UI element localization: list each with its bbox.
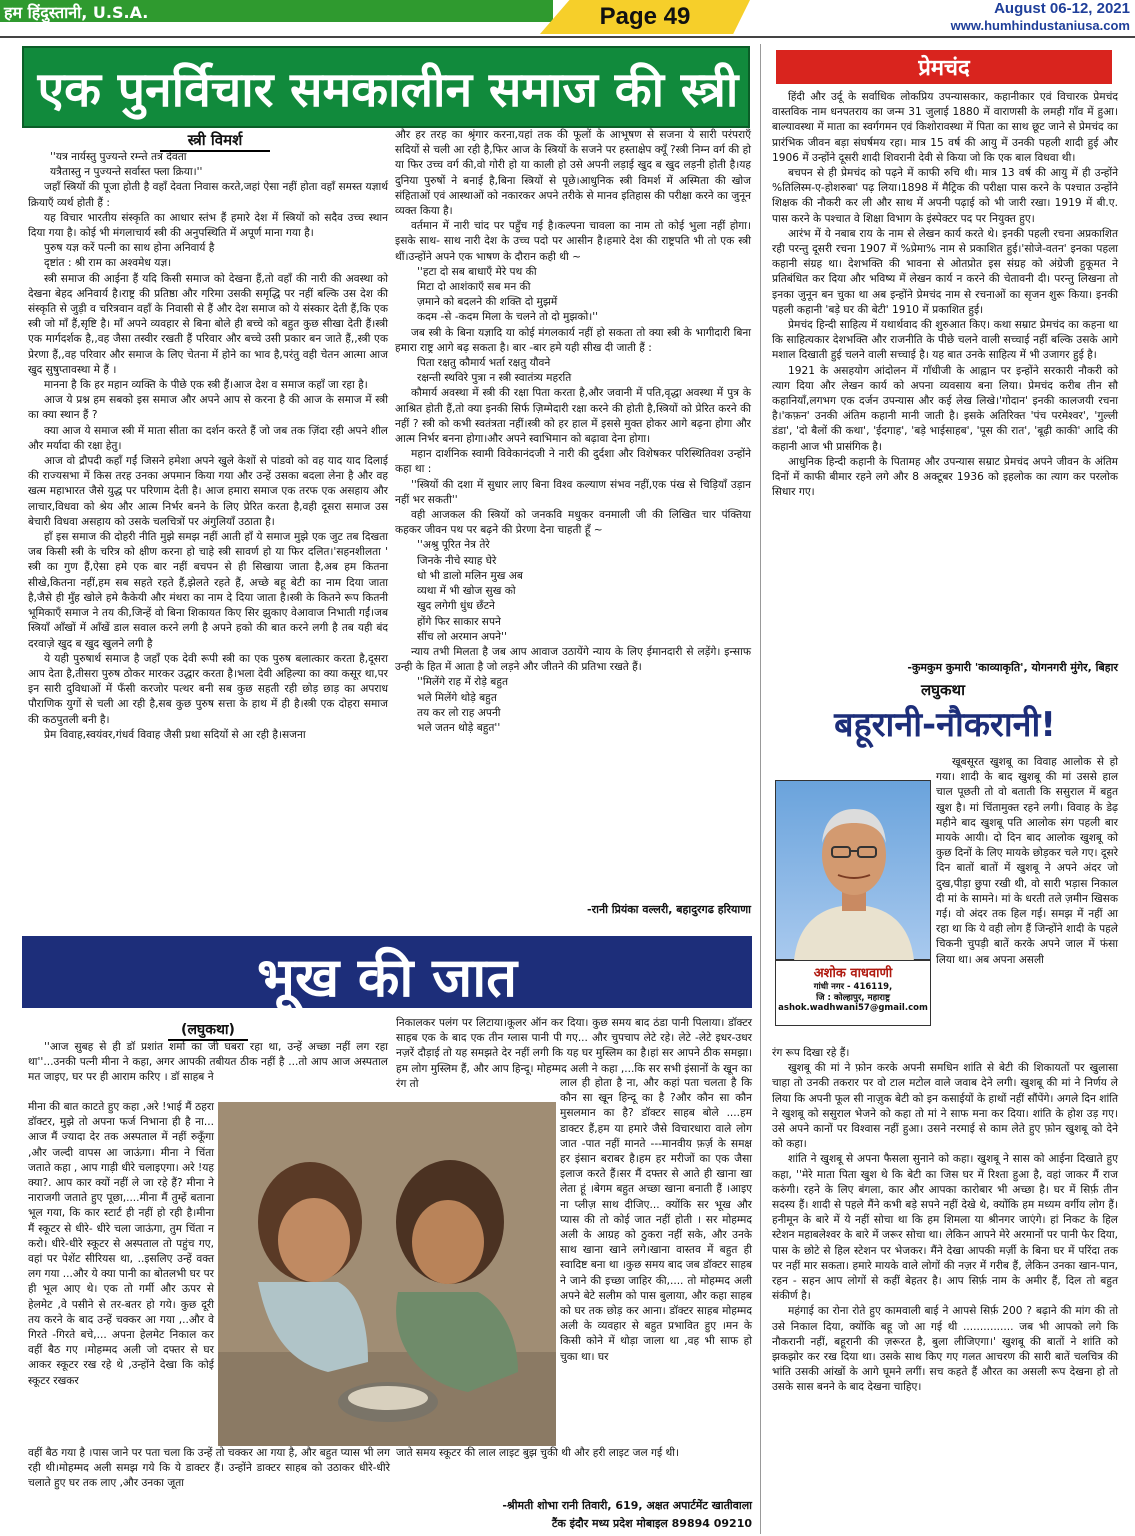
verse-line: यत्रैतास्तु न पुज्यन्ते सर्वास्त फ्ला क्रिया।'' bbox=[50, 166, 203, 179]
paragraph: वही आजकल की स्त्रियों को जनकवि मधुकर वनमाली जी की लिखित चार पंक्तिया कहकर जीवन पथ पर बढ़ने की प्रेरणा देना चाहती हूँ ~ bbox=[395, 509, 751, 537]
verse-line: ''हटा दो सब बाधाएँ मेरे पथ की bbox=[417, 265, 537, 278]
verse-line: जिनके नीचे स्याह घेरे bbox=[417, 554, 497, 567]
article1-subhead: स्त्री विमर्श bbox=[160, 130, 270, 152]
laghukatha-intro-paragraph: खूबसूरत खुशबू का विवाह आलोक से हो गया। शादी के बाद खुशबू की मां उससे हाल चाल पूछती तो वो बताती कि ससुराल में बहुत खुश है। मां चिंतामुक्त रहने लगी। विवाह के डेढ़ महीने बाद खुशबू पति आलोक संग पहली बार मायके आयी। दो दिन बाद आलोक खुशबू को कुछ दिनों के लिए मायके छोड़कर चले गए। दूसरे दिन बातों बातों में खुशबू ने अपने अंदर जो दुख,पीड़ा छुपा रखी थी, वो सारी भड़ास निकाल दी मां के सामने। मां के धरती तले ज़मीन खिसक गई। वो अंदर तक हिल गई। समझ में नहीं आ रहा था कि ये वही लोग हैं जिन्होंने शादी के पहले चिकनी चुपड़ी बातें करके अपने जाल में फंसा लिया था। अब अपना असली bbox=[936, 756, 1118, 966]
article2-column1-wrap bbox=[28, 1100, 214, 1440]
verse-line: धो भी डालो मलिन मुख अब bbox=[417, 569, 523, 582]
paragraph: पुरुष यज्ञ करें पत्नी का साथ होना अनिवार्य है bbox=[44, 242, 215, 255]
article2-paragraph: जाते समय स्कूटर की लाल लाइट बुझ चुकी थी और हरी लाइट जल गई थी। bbox=[396, 1447, 680, 1459]
author-card bbox=[775, 960, 931, 1026]
publication-name: हम हिंदुस्तानी, U.S.A. bbox=[4, 3, 149, 22]
article1-banner bbox=[22, 46, 750, 128]
paragraph: दृष्टांत : श्री राम का अश्वमेध यज्ञ। bbox=[44, 257, 172, 270]
verse-line: खुद लगेगी धुंध छँटने bbox=[417, 600, 495, 613]
article2-bottom-left bbox=[28, 1446, 390, 1492]
paragraph: आरंभ में ये नबाब राय के नाम से लेखन कार्य करते थे। इनकी पहली रचना अप्रकाशित रही परन्तु दूसरी रचना 1907 में %प्रेमा% नाम से प्रकाशित हुई।'सोजे-वतन' इनका पहला कहानी संग्रह था। देशभक्ति की भावना से ओतप्रोत इस संग्रह को अंग्रेजी हुकूमत ने प्रतिबंधित कर दिया और भविष्य में लेखन कार्य न करने की चेतावनी दी। परन्तु लिखना तो इनका जुनून बन चुका था अब इन्होंने प्रेमचंद नाम से रचनाओं का सृजन शुरू किया। इनकी पहली कहानी 'बड़े घर की बेटी' 1910 में प्रकाशित हुई। bbox=[772, 227, 1119, 316]
verse-line: व्यथा में भी खोज सुख को bbox=[417, 585, 516, 598]
paragraph: क्या आज ये समाज स्त्री में माता सीता का दर्शन करते हैं जो जब तक ज़िंदा रही अपने शील और मर्यादा की रक्षा हेतु। bbox=[28, 424, 388, 452]
paragraph: न्याय तभी मिलता है जब आप आवाज उठायेंगे न्याय के लिए ईमानदारी से लड़ेंगे। इन्साफ उन्ही के हित में आता है जो लड़ने और जीतने की प्रतिभा रखते हैं। bbox=[395, 645, 751, 674]
verse-line: रक्षन्ती स्थविरे पुत्रा न स्त्री स्वातंत्र्य महरति bbox=[417, 372, 572, 385]
paragraph: प्रेमचंद हिन्दी साहित्य में यथार्थवाद की शुरुआत किए। कथा सम्राट प्रेमचंद का कहना था कि साहित्यकार देशभक्ति और राजनीति के पीछे चलने वाली सच्चाई नहीं बल्कि उसके आगे मशाल दिखाती हुई चलने वाली सच्चाई है। यह बात उनके साहित्य में भी उजागर हुई है। bbox=[772, 319, 1118, 362]
author-portrait-icon bbox=[776, 781, 932, 961]
paragraph: रंग रूप दिखा रहे हैं। bbox=[772, 1047, 850, 1059]
paragraph: ये यही पुरुषार्थ समाज है जहाँ एक देवी रूपी स्त्री का एक पुरुष बलात्कार करता है,दूसरा आप देता है,तीसरा पुरुष ठोकर मारकर उद्धार करता है।भला देवी अहिल्या का क्या कसूर था,पर इन सारी दुविधाओं में फँसी करजोर पत्थर बनी सब कुछ सहती रही छोड़ छाड़ का अपराध पौराणिक युगों से चली आ रही है,सब कुछ पुरुष सत्ता के हाथ में ही है।स्त्री एक दोहरा समाज की कठपुतली बनी है। bbox=[28, 652, 388, 726]
article1-column-2 bbox=[395, 128, 751, 928]
website-url[interactable]: www.humhindustaniusa.com bbox=[950, 18, 1130, 33]
issue-date: August 06-12, 2021 bbox=[994, 0, 1130, 17]
paragraph: स्त्री समाज की आईना हैं यदि किसी समाज को देखना हैं,तो वहाँ की नारी की अवस्था को देखना बेहद अनिवार्य है।राष्ट्र की प्रतिष्ठा और गरिमा उसकी समृद्धि पर नहीं बल्कि उस देश की संस्कृति से जुड़ी व चरित्रवान वहाँ के निवासी से हैं और देश समाज को ये संस्कार देती हैं,कि एक स्त्री जो माँ हैं,सृष्टि है। माँ अपने व्यवहार से बिना बोले ही बच्चे को बहुत कुछ सीखा देती हैं।स्त्री एक मार्गदर्शक है,,वह जैसा तस्वीर रखती हैं परिवार और बच्चे उसी प्रकार बन जाते हैं,,स्त्री एक प्रेरणा हैं,,वह परिवार और समाज के लिए चेतना में होने का भाव है,परंतु वही चेतन आत्मा आज खुद सुषुप्तावस्था मे हैं । bbox=[28, 272, 388, 376]
paragraph: महान दार्शनिक स्वामी विवेकानंदजी ने नारी की दुर्दशा और विशेषकर परिस्थितिवश उन्होंने कहा था : bbox=[395, 448, 751, 476]
article1-title: एक पुनर्विचार समकालीन समाज की स्त्री bbox=[37, 62, 739, 118]
article2-title: भूख की जात bbox=[256, 946, 518, 1009]
paragraph: शांति ने खुशबू से अपना फैसला सुनाने को कहा। खुशबू ने सास को आईना दिखाते हुए कहा, ''मेरे माता पिता खुश थे कि बेटी का जिस घर में रिश्ता हुआ है, वहां जाकर मैं राज करुंगी। रहने के लिए बंगला, कार और आपका कारोबार भी अच्छा है। घर में सिर्फ़ तीन सदस्य हैं। शादी से पहले मैंने कभी बड़े सपने नहीं देखे थे, क्योंकि हम मध्यम वर्गीय लोग हैं। हनीमून के बारे में ये नहीं सोचा था कि हम शिमला या श्रीनगर जाएंगे। हां निकट के हिल स्टेशन महाबलेश्वर के बारे में जरूर सोचा था। लेकिन आपने मेरे अरमानों पर पानी फेर दिया, पास के छोटे से हिल स्टेशन पर भेजकर। मैंने देखा आपकी मर्ज़ी के बिना घर में परिंदा तक पर नहीं मार सकता। हमारे मायके वाले लोगों की नज़र में गरीब हैं, लेकिन उनका खान-पान, रहन - सहन आप लोगों से कहीं बेहतर है। आप सिर्फ़ नाम के अमीर हैं, दिल तो बहुत संकीर्ण है। bbox=[772, 1153, 1118, 1303]
masthead-bar bbox=[0, 0, 553, 22]
article2-tag: (लघुकथा) bbox=[168, 1020, 248, 1041]
verse-line: पिता रक्षतु कौमार्य भर्ता रक्षतु यौवने bbox=[417, 357, 551, 370]
verse-line: मिटा दो आशंकाएँ सब मन की bbox=[417, 281, 531, 294]
page-number-tab bbox=[540, 0, 750, 34]
paragraph: 1921 के असहयोग आंदोलन में गाँधीजी के आह्वान पर इन्होंने सरकारी नौकरी को त्याग दिया और लेखन कार्य को अपना व्यवसाय बना लिया। प्रेमचंद करीब तीन सौ कहानियाँ,लगभग एक दर्जन उपन्यास और कई लेख लिखे।'गोदान' इनकी कालजयी रचना है।'कफ़न' उनकी अंतिम कहानी मानी जाती है। इसके अतिरिक्त 'पंच परमेश्वर', 'गुल्ली डंडा', 'दो बैलों की कथा', 'ईदगाह', 'बड़े भाईसाहब', 'पूस की रात', 'बूढ़ी काकी' आदि की कहानी आज भी प्रासंगिक है। bbox=[772, 364, 1118, 453]
laghukatha-title: बहूरानी-नौकरानी! bbox=[834, 705, 1056, 745]
laghukatha-intro bbox=[936, 755, 1118, 1045]
author-address-line1: गांधी नगर - 416119, bbox=[813, 982, 893, 992]
verse-line: भले मिलेंगे थोड़े बहुत bbox=[417, 691, 497, 704]
article2-column2-top bbox=[396, 1016, 752, 1090]
paragraph: महंगाई का रोना रोते हुए कामवाली बाई ने आपसे सिर्फ़ 200 ? बढ़ाने की मांग की तो उसे निकाल दिया, क्योंकि बहू जो आ गई थी ............... जब भी आपको लगे कि नौकरानी नहीं, बहूरानी की ज़रूरत है, बुला लीजिएगा।' खुशबू की बातों ने शांति को झकझोर कर रख दिया था। उसके साथ किए गए गलत आचरण की सारी बातें चलचित्र की भांति उसकी आंखों के आगे घूमने लगीं। सच कहते हैं औरत का असली रूप देखना हो तो उसके सास बनने के बाद देखना चाहिए। bbox=[772, 1305, 1118, 1394]
verse-line: ''मिलेंगे राह में रोड़े बहुत bbox=[417, 676, 509, 689]
paragraph: आज वो द्रौपदी कहाँ गईं जिसने हमेशा अपने खुले केशों से पांडवो को वह याद याद दिलाई की राज्यसभा में किस तरह उनका अपमान किया गया और उन्हें उसका बदला लेना है और वह खत्म महाभारत जैसे युद्ध पर परिणाम देती है। आज हमारा समाज एक तरफ एक असहाय और लाचार,विधवा को श्रेय और आत्म निर्भर बनने के लिए प्रेरित करता है,वही दूसरा समाज उस बेचारी विधवा असहाय को उसके चलचित्रों पर अंगुलियाँ उठाता है। bbox=[28, 455, 388, 528]
verse-line: ज़माने को बदलने की शक्ति दो मुझमें bbox=[417, 296, 558, 309]
author-photo bbox=[775, 780, 931, 960]
paragraph: आज ये प्रश्न हम सबको इस समाज और अपने आप से करना है की आज के समाज में स्त्री का क्या स्थान हैं ? bbox=[28, 394, 388, 422]
children-eating-photo bbox=[218, 1102, 556, 1446]
paragraph: हाँ इस समाज की दोहरी नीति मुझे समझ नहीं आती हाँ ये समाज मुझे एक जुट तब दिखता जब किसी स्त्री के चरित्र को क्षीण करना हो चाहे स्त्री सावर्ण हो या फिर दलित।'सहनशीलता ' स्त्री का गुण हैं,ऐसा हमे एक बार नहीं बचपन से ही सिखाया जाता है,अब हम कितना सीखे,कितना नहीं,हम सब सहते रहते हैं,झेलते रहते हैं, अच्छे बहू बेटी का नाम दिया जाता है,जैसे ही मुँह खोले हमे कैकेयी और मंथरा का नाम दे दिया जाता है।स्त्री के कितने रूप कितनी भूमिकाएँ समाज ने तय की,जिन्हें वो बिना शिकायत किए सिर झुकाए वेआवाज निभाती गईं।जब स्त्रियाँ आँखों में आँखें डाल सवाल करने लगी है अपने हको की बात करने लगी है तब यही बंद दरवाज़े खुद ब खुद खुलने लगी है bbox=[28, 531, 388, 650]
article2-column1-top bbox=[28, 1040, 388, 1104]
author-address-line2: जि : कोल्हापुर, महाराष्ट्र bbox=[816, 993, 890, 1003]
article2-signature-line1: -श्रीमती शोभा रानी तिवारी, 619, अक्षत अपार्टमेंट खातीवाला bbox=[502, 1499, 752, 1512]
article2-paragraph: वहीं बैठ गया है ।पास जाने पर पता चला कि उन्हें तो चक्कर आ गया है, और बहुत प्यास भी लग रही थी।मोहम्मद अली समझ गये कि ये डाक्टर हैं। उन्होंने डाक्टर साहब को उठाकर धीरे-धीरे चलाते हुए घर तक लाए ,और उनका जूता bbox=[28, 1447, 390, 1490]
article2-column2-wrap bbox=[560, 1076, 752, 1456]
premchand-signature: -कुमकुम कुमारी 'काव्याकृति', योगनगरी मुंगेर, बिहार bbox=[907, 661, 1118, 674]
premchand-body bbox=[772, 90, 1118, 658]
paragraph: यह विचार भारतीय संस्कृति का आधार स्तंभ हैं हमारे देश में स्त्रियों को सदैव उच्च स्थान दिया गया है। कोई भी मंगलाचार्य स्त्री की अनुपस्थिति में अपूर्ण माना गया है। bbox=[28, 211, 388, 240]
paragraph: बचपन से ही प्रेमचंद को पढ़ने में काफी रुचि थी। मात्र 13 वर्ष की आयु में ही उन्होंने %तिलिस्म-ए-होशरुबा' पढ़ लिया।1898 में मैट्रिक की परीक्षा पास करने के पश्चात उन्होंने शिक्षक की नौकरी कर ली और साथ में अपनी पढ़ाई को भी जारी रखा। 1919 में बी.ए. पास करने के पश्चात वे शिक्षा विभाग के इंस्पेक्टर पद पर नियुक्त हुए। bbox=[772, 167, 1118, 225]
article2-bottom-right bbox=[396, 1446, 752, 1461]
article2-signature-line2: टैंक इंदौर मध्य प्रदेश मोबाइल 89894 09210 bbox=[551, 1517, 752, 1530]
premchand-banner bbox=[776, 50, 1112, 84]
verse-line: होंगे फिर साकार सपने bbox=[417, 615, 501, 628]
paragraph: प्रेम विवाह,स्वयंवर,गंधर्व विवाह जैसी प्रथा सदियों से आ रही है।सजना bbox=[44, 728, 306, 741]
photo-illustration-icon bbox=[218, 1102, 556, 1446]
paragraph: मानना है कि हर महान व्यक्ति के पीछे एक स्त्री हैं।आज देश व समाज कहाँ जा रहा है। bbox=[44, 379, 368, 392]
verse-line: सींच लो अरमान अपने'' bbox=[417, 630, 507, 643]
verse-line: तय कर लो राह अपनी bbox=[417, 706, 501, 719]
paragraph: खुशबू की मां ने फ़ोन करके अपनी समधिन शांति से बेटी की शिकायतों पर खुलासा चाहा तो उनकी तकरार पर वो टाल मटोल वाले जवाब देने लगी। खुशबू की मां ने निर्णय ले लिया कि अपनी फूल सी नाज़ुक बेटी को इन कसाईयों के हाथों नहीं सौंपेंगे। अगले दिन शांति ने खुशबू को ससुराल भेजने को कहा तो मां ने साफ मना कर दिया। शांति के होश उड़ गए। उसे अपने कानों पर विश्वास नहीं हुआ। उसने नरमाई से काम लेते हुए फ़ोन खुशबू को देने को कहा। bbox=[772, 1062, 1118, 1151]
article2-paragraph: निकालकर पलंग पर लिटाया।कूलर ऑन कर दिया। कुछ समय बाद ठंडा पानी पिलाया। डॉक्टर साहब एक के बाद एक तीन ग्लास पानी पी गए... और चुपचाप लेटे रहे। लेटे -लेटे इधर-उधर नज़रें दौड़ाई तो यह समझते देर नहीं लगी कि यह घर मुस्लिम का है।हां सर आपने ठीक समझा। हम लोग मुस्लिम हैं, और आप हिन्दू। मोहम्मद अली ने कहा ,...कि सर सभी इंसानों के खून का रंग तो bbox=[396, 1017, 752, 1090]
author-name: अशोक वाधवाणी bbox=[813, 966, 893, 981]
column-divider bbox=[760, 44, 761, 1534]
verse-line: ''अश्रु पूरित नेत्र तेरे bbox=[417, 539, 490, 552]
article2-paragraph: लाल ही होता है ना, और कहां पता चलता है कि कौन सा खून हिन्दू का है ?और कौन सा कौन मुसलमान का है? डॉक्टर साहब बोले ....हम डाक्टर हैं,हम या हमारे जैसे विचारधारा वाले लोग जात -पात नहीं मानते ---मानवीय फ़र्ज़ के समक्ष हर इंसान बराबर है।हम हर मरीजों का एक जैसा इलाज करते हैं।सर मैं दफ्तर से आते ही खाना खा लेता हूं ।बेगम बहुत अच्छा खाना बनाती हैं ।आइए ना प्लीज़ साथ दीजिए... क्योंकि सर भूख और प्यास की तो कोई जात नहीं होती । सर मोहम्मद अली के आग्रह को ठुकरा नहीं सके, और उनके साथ खाना खाने लगे।खाना वास्तव में बहुत ही स्वादिष्ट बना था ।कुछ समय बाद जब डॉक्टर साहब ने जाने की इच्छा जाहिर की,.... तो मोहम्मद अली अपने बेटे सलीम को पास बुलाया, और कहा साहब को घर तक छोड़ कर आना। डॉक्टर साहब मोहम्मद अली के व्यवहार से बहुत प्रभावित हुए ।मन के किसी कोने में थोड़ा जाला था ,वह भी साफ हो चुका था। घर bbox=[560, 1077, 752, 1363]
article1-signature: -रानी प्रियंका वल्लरी, बहादुरगढ हरियाणा bbox=[587, 903, 751, 916]
paragraph: आधुनिक हिन्दी कहानी के पितामह और उपन्यास सम्राट प्रेमचंद अपने जीवन के अंतिम दिनों में काफी बीमार रहने लगे और 8 अक्टूबर 1936 को इहलोक का त्याग कर परलोक सिधार गए। bbox=[772, 455, 1118, 499]
author-email[interactable]: ashok.wadhwani57@gmail.com bbox=[778, 1003, 928, 1013]
article2-banner bbox=[22, 936, 752, 1008]
paragraph: वर्तमान में नारी चांद पर पहुँच गई है।कल्पना चावला का नाम तो कोई भुला नहीं होगा।इसके साथ- साथ नारी देश के उच्च पदो पर आसीन है।हमारे देश की राष्ट्रपति भी तो एक स्त्री थीं।उन्होंने अपने एक भाषण के दौरान कही थी ~ bbox=[395, 220, 751, 263]
header-rule bbox=[0, 36, 1135, 38]
laghukatha-body bbox=[772, 1046, 1118, 1532]
page-number: Page 49 bbox=[599, 3, 691, 30]
premchand-title: प्रेमचंद bbox=[918, 56, 970, 81]
paragraph: और हर तरह का श्रृंगार करना,यहां तक की फूलों के आभूषण से सजना ये सारी परंपराएँ सदियों से चली आ रही है,फिर आज के स्त्रियों के सजने पर हस्ताक्षेप क्यूँ ?स्त्री निम्न वर्ग की हो या फिर उच्च वर्ग की,वो गोरी हो या काली हो उसे अपनी लड़ाई खुद ब खुद लड़नी होती है।यह दुनिया पुरुषों ने बनाई है,बिना स्त्रियों से पूछे।आधुनिक स्त्री विमर्श में अस्मिता की खोज संहिताओं एवं आस्थाओं को नकारकर अपने तरीके से मानव इतिहास की परीक्षा करने का जुनून व्यक्त किया है। bbox=[395, 129, 751, 218]
article2-paragraph: ''आज सुबह से ही डॉ प्रशांत शर्मा का जी घबरा रहा था, उन्हें अच्छा नहीं लग रहा था''...उनकी पत्नी मीना ने कहा, अगर आपकी तबीयत ठीक नहीं है ...तो आप आज अस्पताल मत जाइए, घर पर ही आराम करिए । डॉ साहब ने bbox=[28, 1041, 388, 1084]
verse-line: कदम -से -कदम मिला के चलने तो दो मुझको।'' bbox=[417, 311, 599, 324]
article2-paragraph: मीना की बात काटते हुए कहा ,अरे !भाई मैं ठहरा डॉक्टर, मुझे तो अपना फर्ज निभाना ही है ना... आज मैं ज्यादा देर तक अस्पताल में नहीं रुकूँगा ,और जल्दी वापस आ जाऊंगा। मीना ने चिंता जताते कहा , आप गाड़ी धीरे चलाइएगा। अरे !यह क्या?. आप कार क्यों नहीं ले जा रहे हैं? मीना ने नाराजगी जताते हुए पूछा,....मीना मैं तुम्हें बताना भूल गया, कि कार स्टार्ट ही नहीं हो रही है।मीना मैं स्कूटर से धीरे- धीरे चला जाऊंगा, तुम चिंता न करो। धीरे-धीरे स्कूटर से अस्पताल तो पहुंच गए, वहां पर पेशेंट सीरियस था, ..इसलिए उन्हें वक्त लग गया ...और ये क्या पानी का बोतलभी घर पर ही भूल आए थे। एक तो गर्मी और ऊपर से हेलमेट ,वे पसीने से तर-बतर हो गये। कुछ दूरी तय करने के बाद उन्हें चक्कर आ गया ,..और वे गिरते -गिरते बचे,... अपना हेलमेट निकाल कर वहीं बैठ गए ।मोहम्मद अली जो दफ्तर से घर आकर स्कूटर रख रहे थे ,उन्होंने देखा कि कोई स्कूटर रखकर bbox=[28, 1101, 214, 1387]
paragraph: जहाँ स्त्रियों की पूजा होती है वहाँ देवता निवास करते,जहां ऐसा नहीं होता वहाँ समस्त यज्ञार्थ क्रियाएँ व्यर्थ होती हैं : bbox=[28, 181, 388, 209]
verse-line: भले जतन थोड़े बहुत'' bbox=[417, 721, 501, 734]
paragraph: जब स्त्री के बिना यज्ञादि या कोई मंगलकार्य नहीं हो सकता तो क्या स्त्री के भागीदारी बिना हमारा राष्ट्र आगे बढ़ सकता है। बार -बार हमे यही सीख दी जाती हैं : bbox=[395, 326, 751, 354]
verse-line: ''यत्र नार्यस्तु पुज्यन्ते रम्न्ते तत्र देवता bbox=[50, 151, 187, 163]
paragraph: ''स्त्रियों की दशा में सुधार लाए बिना विश्व कल्याण संभव नहीं,एक पंख से चिड़ियाँ उड़ान नहीं भर सकती'' bbox=[395, 478, 751, 506]
laghukatha-tag: लघुकथा bbox=[920, 681, 966, 699]
paragraph: कौमार्य अवस्था में स्त्री की रक्षा पिता करता है,और जवानी में पति,वृद्धा अवस्था में पुत्र के आश्रित होती हैं,तो क्या इनकी सिर्फ ज़िम्मेदारी रक्षा करने की होती है,स्त्रियों को प्रेरित करने की नहीं ? स्त्री को कभी स्वतंत्रता नहीं।स्त्री को हर हाल में इससे मुक्त होकर आगे बढ़ना होगा और आत्म निर्भर बनना होगा।और अपने स्वाभिमान को बढ़ावा देना होगा। bbox=[395, 387, 751, 446]
article1-column-1 bbox=[28, 150, 388, 922]
paragraph: हिंदी और उर्दू के सर्वाधिक लोकप्रिय उपन्यासकार, कहानीकार एवं विचारक प्रेमचंद वास्तविक नाम धनपतराय का जन्म 31 जुलाई 1880 में वाराणसी के लमही गाँव में हुआ। बाल्यावस्था में माता का स्वर्गगमन एवं किशोरावस्था में पिता का साथ छूट जाने से प्रेमचंद का प्रारंभिक जीवन बड़ा संघर्षमय रहा। मात्र 15 वर्ष की आयु में उनकी पहली शादी हुई और 1906 में उन्होंने दूसरी शादी शिवरानी देवी से किया जो कि एक बाल विधवा थी। bbox=[772, 91, 1118, 164]
